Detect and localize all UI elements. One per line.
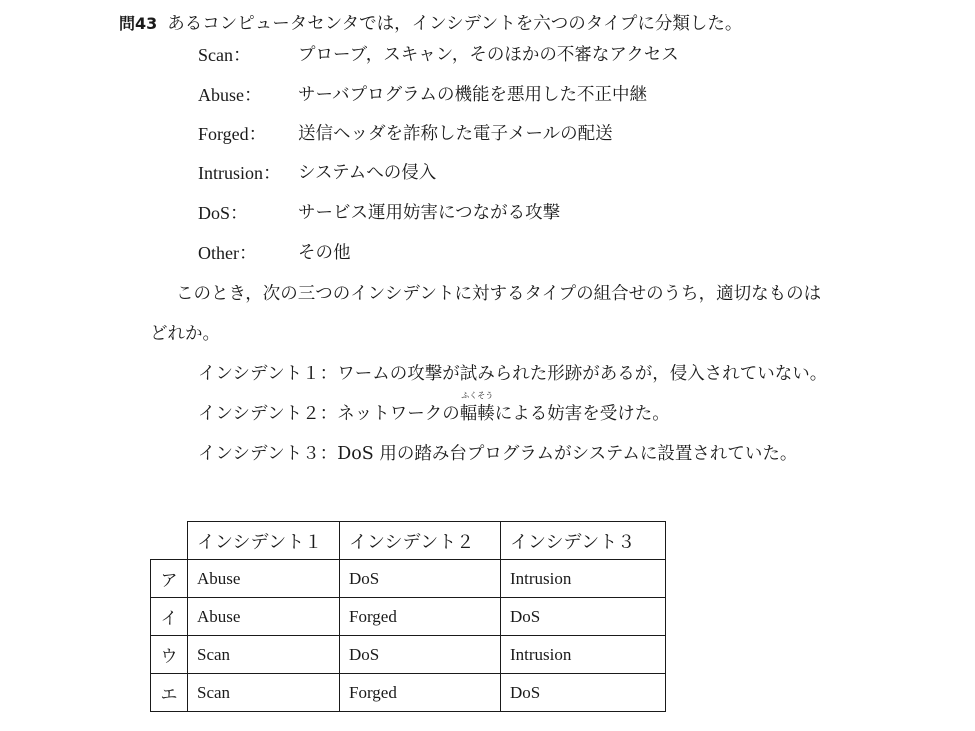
table-header-row: [151, 522, 666, 560]
question-number: 問43: [119, 14, 158, 33]
table-cell: Intrusion: [501, 636, 666, 674]
question-text: あるコンピュータセンタでは，インシデントを六つのタイプに分類した。: [167, 14, 743, 34]
category-intrusion: [198, 161, 958, 185]
category-term: Other：: [198, 243, 257, 263]
category-desc: その他: [298, 243, 351, 263]
category-term: Abuse：: [198, 85, 262, 105]
category-desc: 送信ヘッダを詐称した電子メールの配送: [298, 124, 613, 144]
instruction-line-2: どれか。: [150, 324, 220, 344]
choice-label: ウ: [151, 636, 188, 674]
choice-label: ア: [151, 560, 188, 598]
category-desc: サービス運用妨害につながる攻撃: [298, 203, 561, 223]
table-cell: DoS: [340, 560, 501, 598]
category-term: Scan：: [198, 45, 251, 65]
table-cell: Abuse: [188, 598, 340, 636]
table-row: [151, 560, 666, 598]
category-term: Forged：: [198, 124, 267, 144]
table-cell: Intrusion: [501, 560, 666, 598]
category-dos: [198, 201, 958, 225]
category-forged: [198, 122, 958, 146]
table-row: [151, 598, 666, 636]
incident-2: [198, 391, 670, 426]
table-cell: Scan: [188, 674, 340, 712]
choice-label: エ: [151, 674, 188, 712]
table-cell: DoS: [501, 598, 666, 636]
category-scan: [198, 43, 958, 67]
table-cell: Scan: [188, 636, 340, 674]
category-desc: サーバプログラムの機能を悪用した不正中継: [298, 85, 647, 105]
category-term: Intrusion：: [198, 163, 281, 183]
category-desc: システムへの侵入: [298, 163, 437, 183]
table-header-cell: インシデント１: [188, 522, 340, 560]
incident-1: インシデント１：ワームの攻撃が試みられた形跡があるが，侵入されていない。: [198, 364, 828, 384]
table-cell: DoS: [340, 636, 501, 674]
table-header-cell: インシデント３: [501, 522, 666, 560]
ruby-base: 輻輳: [459, 404, 495, 424]
instruction-line-1: このとき，次の三つのインシデントに対するタイプの組合せのうち，適切なものは: [176, 284, 822, 304]
table-cell: Forged: [340, 674, 501, 712]
table-cell: Forged: [340, 598, 501, 636]
table-cell: Abuse: [188, 560, 340, 598]
category-desc: プローブ，スキャン，そのほかの不審なアクセス: [298, 45, 679, 65]
category-term: DoS：: [198, 203, 249, 223]
question-line: [119, 12, 742, 36]
incident-2-text-after: による妨害を受けた。: [494, 404, 670, 424]
incident-3: インシデント３：DoS 用の踏み台プログラムがシステムに設置されていた。: [198, 444, 798, 464]
ruby-reading: ふくそう: [461, 391, 494, 400]
table-row: [151, 674, 666, 712]
table-cell: DoS: [501, 674, 666, 712]
incident-2-text-before: インシデント２：ネットワークの: [198, 404, 460, 424]
answer-table: [150, 521, 666, 712]
choice-label: イ: [151, 598, 188, 636]
ruby-term: [459, 391, 495, 426]
category-other: [198, 241, 958, 265]
category-abuse: [198, 83, 958, 107]
table-header-cell: インシデント２: [340, 522, 501, 560]
table-corner-cell: [151, 522, 188, 560]
table-row: [151, 636, 666, 674]
